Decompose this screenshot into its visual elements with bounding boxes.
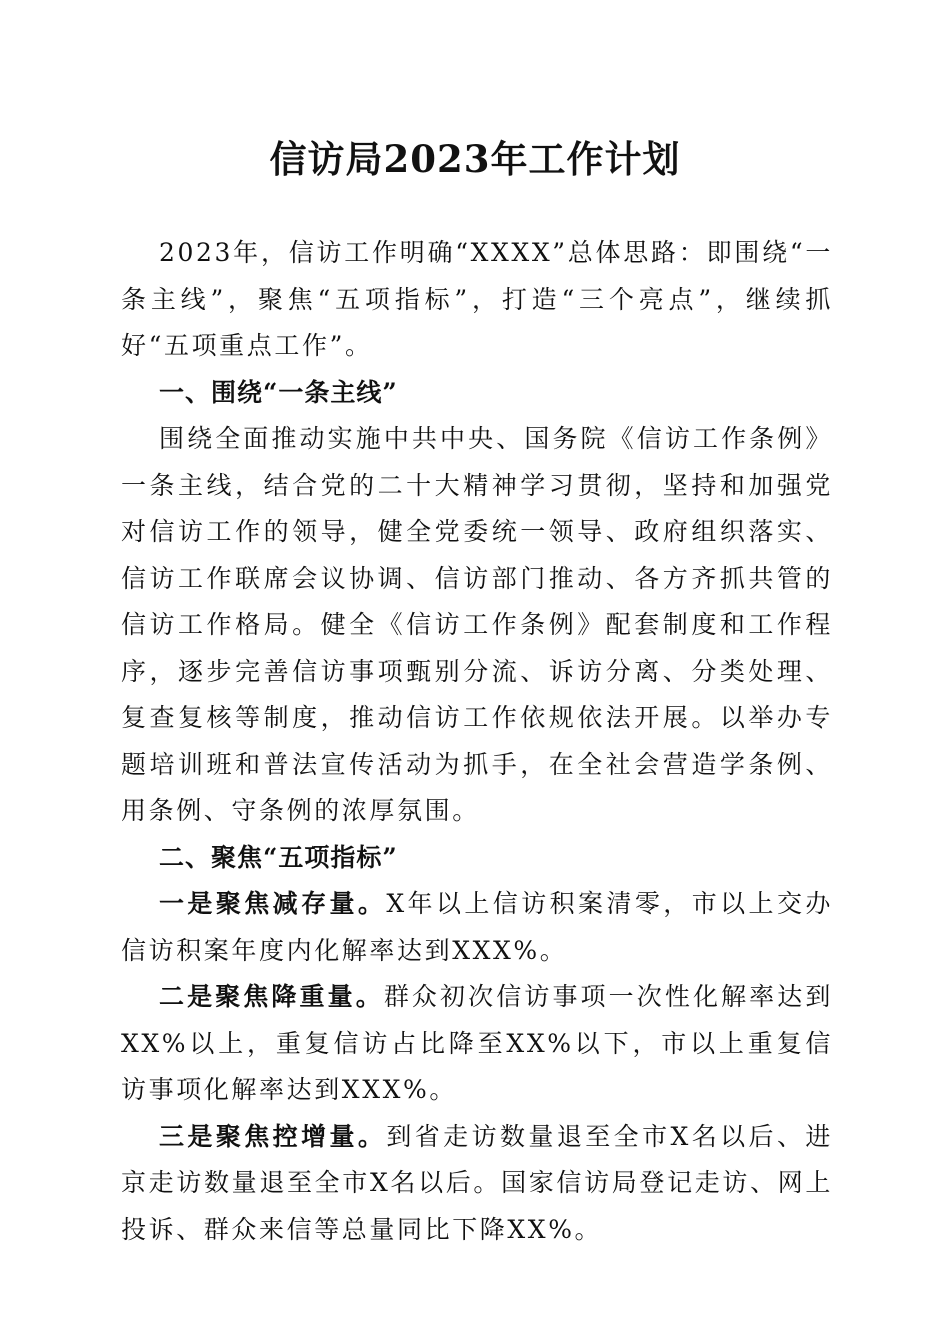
indicator-item-2-lead: 二是聚焦降重量。 [159,982,384,1011]
indicator-item-3 [121,1114,833,1254]
indicator-item-1 [121,881,833,974]
document-title: 信访局2023年工作计划 [269,137,681,181]
intro-paragraph: 2023年，信访工作明确“XXXX”总体思路：即围绕“一条主线”，聚焦“五项指标”，打造“三个亮点”，继续抓好“五项重点工作”。 [121,238,833,360]
indicator-item-1-text: X年以上信访积案清零，市以上交办信访积案年度内化解率达到XXX%。 [121,889,833,965]
indicator-item-2 [121,974,833,1114]
section-1-heading: 一、围绕“一条主线” [159,377,398,407]
document-body [121,230,833,1253]
indicator-item-3-text: 到省走访数量退至全市X名以后、进京走访数量退至全市X名以后。国家信访局登记走访、网上投诉、群众来信等总量同比下降XX%。 [121,1121,833,1244]
section-2-heading: 二、聚焦“五项指标” [159,842,398,872]
section-1-paragraph: 围绕全面推动实施中共中央、国务院《信访工作条例》一条主线，结合党的二十大精神学习贯彻，坚持和加强党对信访工作的领导，健全党委统一领导、政府组织落实、信访工作联席会议协调、信访部门推动、各方齐抓共管的信访工作格局。健全《信访工作条例》配套制度和工作程序，逐步完善信访事项甄别分流、诉访分离、分类处理、复查复核等制度，推动信访工作依规依法开展。以举办专题培训班和普法宣传活动为抓手，在全社会营造学条例、用条例、守条例的浓厚氛围。 [121,424,833,825]
indicator-item-1-lead: 一是聚焦减存量。 [159,889,387,918]
indicator-item-3-lead: 三是聚焦控增量。 [159,1121,387,1151]
indicator-item-2-text: 群众初次信访事项一次性化解率达到XX%以上，重复信访占比降至XX%以下，市以上重复信访事项化解率达到XXX%。 [121,982,833,1104]
